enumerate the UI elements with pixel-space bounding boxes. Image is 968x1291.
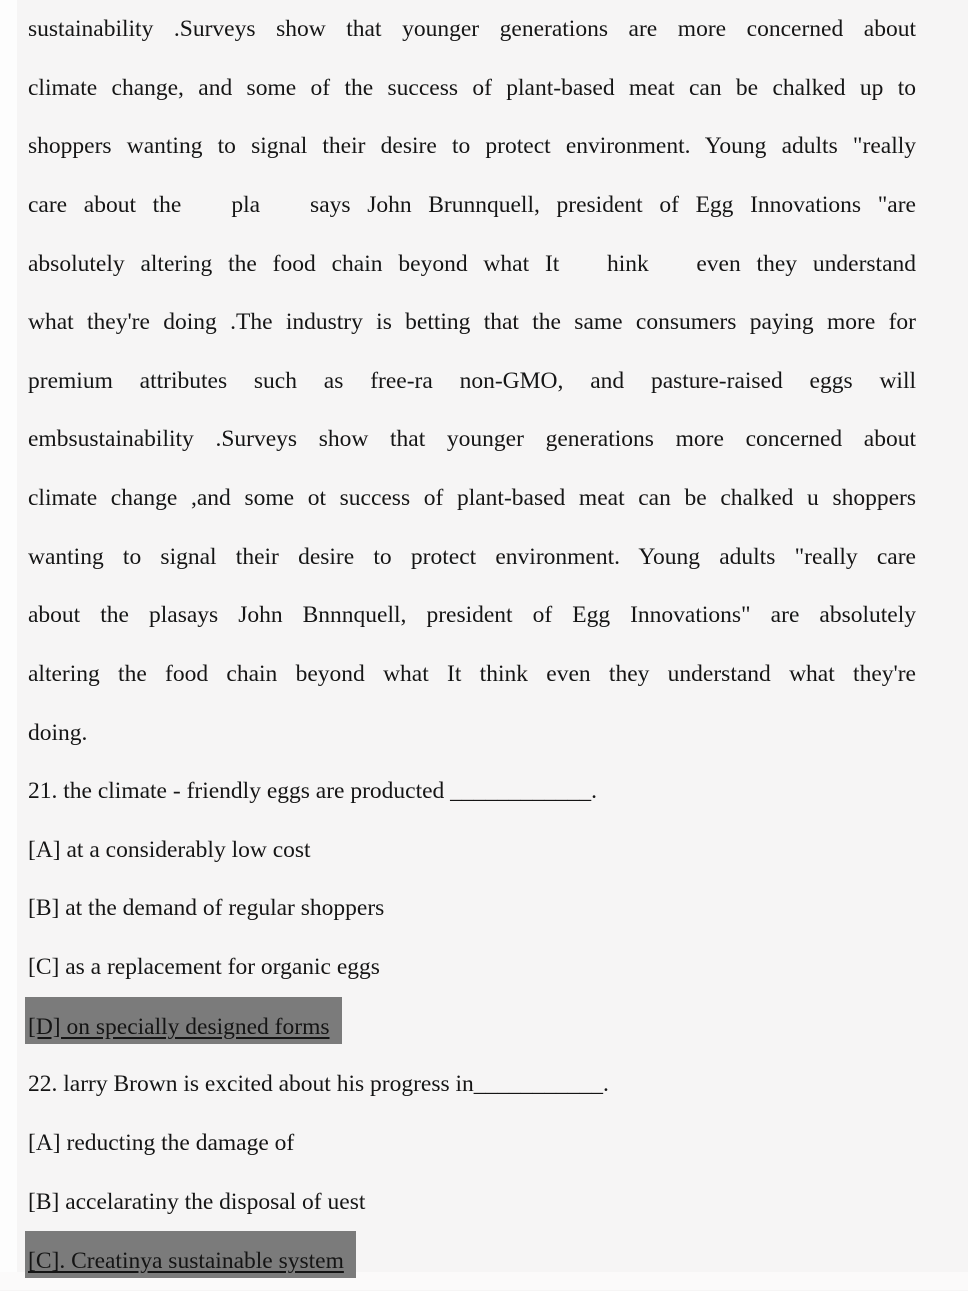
question-stem: 21. the climate - friendly eggs are producted ____________.	[28, 778, 598, 805]
passage-line: care about the pla says John Brunnquell, president of Egg Innovations "are	[28, 191, 916, 218]
option-row: [B] accelaratiny the disposal of uest	[28, 1188, 366, 1215]
passage-line: premium attributes such as free-ra non-GMO, and pasture-raised eggs will	[28, 367, 916, 394]
option-row: [B] at the demand of regular shoppers	[28, 895, 385, 922]
page-left-edge	[0, 0, 17, 1290]
option-row-highlighted	[28, 997, 916, 1056]
passage-line: sustainability .Surveys show that younger generations are more concerned about	[28, 16, 916, 42]
passage-line: wanting to signal their desire to protect environment. Young adults "really care	[28, 543, 916, 570]
option-row-highlighted	[28, 1231, 916, 1290]
question-stem: 22. larry Brown is excited about his progress in___________.	[28, 1071, 609, 1098]
passage-line: altering the food chain beyond what It think even they understand what they're	[28, 660, 916, 687]
passage-line: climate change, and some of the success of plant-based meat can be chalked up to	[28, 74, 916, 101]
passage-line: shoppers wanting to signal their desire to protect environment. Young adults "really	[28, 133, 916, 160]
passage-line: absolutely altering the food chain beyond what It hink even they understand	[28, 250, 916, 277]
passage-line: climate change ,and some ot success of plant-based meat can be chalked u shoppers	[28, 485, 916, 511]
passage-line: doing.	[28, 719, 88, 746]
passage-line: about the plasays John Bnnnquell, president of Egg Innovations" are absolutely	[28, 602, 916, 629]
reading-passage	[28, 0, 916, 762]
option-row: [A] reducting the damage of	[28, 1129, 295, 1156]
passage-line: what they're doing .The industry is betting that the same consumers paying more for	[28, 309, 916, 336]
option-row: [C] as a replacement for organic eggs	[28, 954, 380, 980]
option-row: [A] at a considerably low cost	[28, 836, 311, 863]
page-content	[28, 0, 916, 1290]
passage-line: embsustainability .Surveys show that younger generations more concerned about	[28, 426, 916, 453]
highlighted-answer: [D] on specially designed forms	[25, 997, 342, 1044]
question-22	[28, 1055, 916, 1290]
question-21	[28, 762, 916, 1055]
highlighted-answer: [C]. Creatinya sustainable system	[25, 1231, 356, 1278]
